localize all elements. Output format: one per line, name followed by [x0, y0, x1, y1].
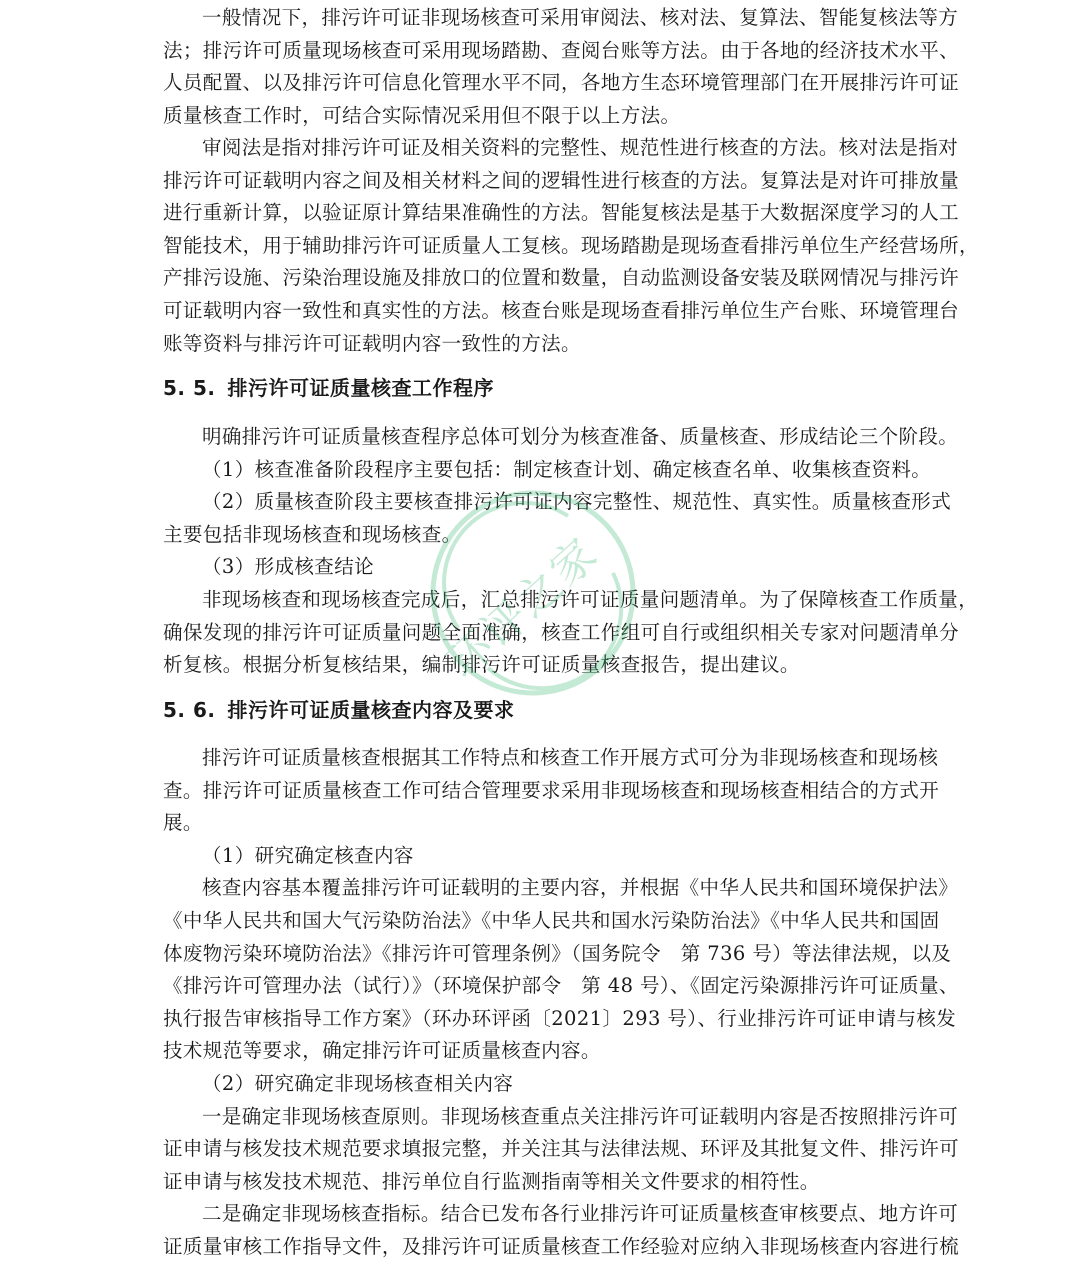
- text-line: 《排污许可管理办法（试行）》（环境保护部令 第 48 号）、《固定污染源排污许可证质量、: [163, 974, 959, 998]
- text-line: 确保发现的排污许可证质量问题全面准确，核查工作组可自行或组织相关专家对问题清单分: [163, 620, 960, 644]
- text-line: 账等资料与排污许可证载明内容一致性的方法。: [163, 331, 581, 355]
- text-line: 智能技术，用于辅助排污许可证质量人工复核。现场踏勘是现场查看排污单位生产经营场所，: [163, 233, 979, 257]
- paragraph-methods-overview: [163, 2, 960, 132]
- section-heading-5-6: [163, 694, 918, 726]
- section-body-5-5: [163, 421, 979, 682]
- text-line: 一般情况下，排污许可证非现场核查可采用审阅法、核对法、复算法、智能复核法等方: [202, 6, 959, 29]
- paragraph-method-definitions: [163, 132, 979, 360]
- text-line: 展。: [163, 811, 203, 835]
- text-line: 人员配置、以及排污许可信息化管理水平不同，各地方生态环境管理部门在开展排污许可证: [163, 71, 960, 95]
- section-heading-5-5: [163, 372, 918, 404]
- text-line: 核查内容基本覆盖排污许可证载明的主要内容，并根据《中华人民共和国环境保护法》: [202, 876, 959, 900]
- text-line: 主要包括非现场核查和现场核查。: [163, 522, 462, 546]
- text-line: 技术规范等要求，确定排污许可证质量核查内容。: [163, 1039, 601, 1063]
- text-line: 一是确定非现场核查原则。非现场核查重点关注排污许可证载明内容是否按照排污许可: [202, 1104, 959, 1128]
- section-body-5-6: [163, 742, 960, 1264]
- text-line: （2）研究确定非现场核查相关内容: [202, 1071, 514, 1095]
- section-title-text: 排污许可证质量核查内容及要求: [227, 698, 515, 722]
- text-line: 体废物污染环境防治法》《排污许可管理条例》（国务院令 第 736 号）等法律法规，以及: [163, 941, 952, 965]
- text-line: 进行重新计算，以验证原计算结果准确性的方法。智能复核法是基于大数据深度学习的人工: [163, 201, 960, 225]
- text-line: 产排污设施、污染治理设施及排放口的位置和数量，自动监测设备安装及联网情况与排污许: [163, 266, 960, 290]
- text-line: 证申请与核发技术规范要求填报完整，并关注其与法律法规、环评及其批复文件、排污许可: [163, 1137, 960, 1161]
- text-line: 执行报告审核指导工作方案》（环办环评函〔2021〕293 号）、行业排污许可证申请与核发: [163, 1006, 957, 1030]
- text-line: （1）研究确定核查内容: [202, 843, 414, 867]
- text-line: 非现场核查和现场核查完成后，汇总排污许可证质量问题清单。为了保障核查工作质量，: [202, 587, 979, 611]
- section-number: 5. 5.: [163, 376, 216, 400]
- text-line: （2）质量核查阶段主要核查排污许可证内容完整性、规范性、真实性。质量核查形式: [202, 490, 952, 514]
- section-number: 5. 6.: [163, 698, 216, 722]
- text-line: 《中华人民共和国大气污染防治法》《中华人民共和国水污染防治法》《中华人民共和国固: [163, 908, 940, 932]
- section-title: [163, 694, 918, 726]
- text-line: （3）形成核查结论: [202, 555, 375, 579]
- text-line: 法；排污许可质量现场核查可采用现场踏勘、查阅台账等方法。由于各地的经济技术水平、: [163, 38, 960, 62]
- text-line: 证质量审核工作指导文件，及排污许可证质量核查工作经验对应纳入非现场核查内容进行梳: [163, 1234, 960, 1258]
- watermark-text: 环评之家: [437, 527, 609, 689]
- text-line: 排污许可证质量核查根据其工作特点和核查工作开展方式可分为非现场核查和现场核: [202, 746, 939, 769]
- text-line: 析复核。根据分析复核结果，编制排污许可证质量核查报告，提出建议。: [163, 653, 800, 677]
- text-line: 审阅法是指对排污许可证及相关资料的完整性、规范性进行核查的方法。核对法是指对: [202, 136, 959, 159]
- text-line: 可证载明内容一致性和真实性的方法。核查台账是现场查看排污单位生产台账、环境管理台: [163, 298, 960, 322]
- section-title: [163, 372, 918, 404]
- section-title-text: 排污许可证质量核查工作程序: [227, 376, 494, 400]
- text-line: 明确排污许可证质量核查程序总体可划分为核查准备、质量核查、形成结论三个阶段。: [202, 425, 959, 448]
- text-line: 查。排污许可证质量核查工作可结合管理要求采用非现场核查和现场核查相结合的方式开: [163, 778, 940, 802]
- text-line: 证申请与核发技术规范、排污单位自行监测指南等相关文件要求的相符性。: [163, 1169, 820, 1193]
- text-line: 二是确定非现场核查指标。结合已发布各行业排污许可证质量核查审核要点、地方许可: [202, 1202, 959, 1226]
- text-line: 质量核查工作时，可结合实际情况采用但不限于以上方法。: [163, 103, 681, 127]
- text-line: （1）核查准备阶段程序主要包括：制定核查计划、确定核查名单、收集核查资料。: [202, 457, 932, 481]
- text-line: 排污许可证载明内容之间及相关材料之间的逻辑性进行核查的方法。复算法是对许可排放量: [163, 168, 960, 192]
